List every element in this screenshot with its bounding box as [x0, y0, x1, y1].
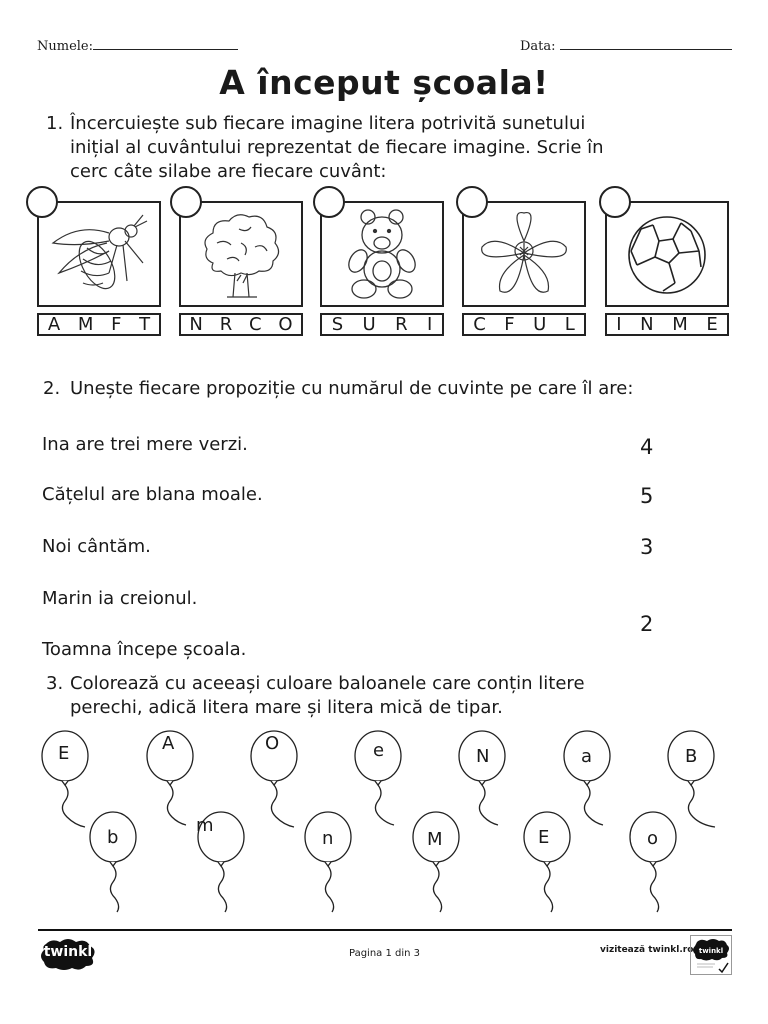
letter-option[interactable]: R — [219, 314, 233, 335]
twinkl-logo[interactable] — [38, 936, 98, 976]
balloon-letter: e — [373, 740, 385, 761]
syllable-circle[interactable] — [26, 186, 58, 218]
balloon[interactable] — [413, 812, 459, 912]
sentence-item[interactable]: Ina are trei mere verzi. — [42, 434, 248, 455]
q1-text-line: inițial al cuvântului reprezentat de fiecare imagine. Scrie în — [70, 137, 604, 158]
flower-icon — [464, 203, 584, 305]
balloon[interactable] — [305, 812, 351, 912]
page-number: Pagina 1 din 3 — [349, 948, 421, 959]
letter-row-tree — [179, 313, 303, 336]
word-count-number[interactable]: 3 — [640, 535, 654, 559]
letter-row-teddy — [320, 313, 444, 336]
tree-icon — [181, 203, 301, 305]
date-label: Data: — [520, 39, 556, 54]
q3-text-line: perechi, adică litera mare și litera mică de tipar. — [70, 697, 503, 718]
sentence-item[interactable]: Marin ia creionul. — [42, 588, 198, 609]
letter-option[interactable]: U — [533, 314, 547, 335]
q1-text-line: Încercuiește sub fiecare imagine litera potrivită sunetului — [70, 113, 586, 134]
letter-option[interactable]: R — [395, 314, 408, 335]
letter-option[interactable]: N — [640, 314, 654, 335]
sentence-item[interactable]: Cățelul are blana moale. — [42, 484, 263, 505]
letter-row-ball — [605, 313, 729, 336]
twinkl-logo-text: twinkl — [43, 944, 93, 960]
letter-row-bee — [37, 313, 161, 336]
date-line[interactable] — [560, 38, 732, 50]
letter-option[interactable]: U — [362, 314, 376, 335]
balloon[interactable] — [630, 812, 676, 912]
date-field — [520, 38, 732, 54]
balloon-letter: O — [265, 733, 280, 754]
footer-divider — [38, 929, 732, 931]
q3-number: 3. — [46, 673, 64, 694]
picture-box-bee — [37, 201, 161, 307]
letter-option[interactable]: M — [672, 314, 688, 335]
letter-option[interactable]: L — [564, 314, 575, 335]
letter-row-flower — [462, 313, 586, 336]
letter-option[interactable]: F — [111, 314, 122, 335]
balloon-letter: m — [196, 815, 214, 836]
balloon-letter: E — [58, 743, 70, 764]
word-count-number[interactable]: 5 — [640, 484, 654, 508]
q1-text-line: cerc câte silabe are fiecare cuvânt: — [70, 161, 387, 182]
q1-number: 1. — [46, 113, 64, 134]
twinkl-badge — [690, 935, 732, 975]
letter-option[interactable]: A — [47, 314, 61, 335]
q2-text: Unește fiecare propoziție cu numărul de cuvinte pe care îl are: — [70, 378, 634, 399]
q2-number: 2. — [43, 378, 61, 399]
picture-box-flower — [462, 201, 586, 307]
sentence-item[interactable]: Noi cântăm. — [42, 536, 151, 557]
letter-option[interactable]: E — [706, 314, 718, 335]
twinkl-badge-icon — [691, 936, 731, 974]
picture-box-ball — [605, 201, 729, 307]
syllable-circle[interactable] — [599, 186, 631, 218]
letter-option[interactable]: I — [616, 314, 622, 335]
letter-option[interactable]: N — [189, 314, 203, 335]
name-label: Numele: — [37, 39, 93, 54]
letter-option[interactable]: O — [278, 314, 293, 335]
letter-option[interactable]: C — [473, 314, 486, 335]
picture-box-teddy — [320, 201, 444, 307]
balloon-letter: a — [581, 746, 593, 767]
syllable-circle[interactable] — [456, 186, 488, 218]
letter-option[interactable]: S — [331, 314, 344, 335]
word-count-number[interactable]: 2 — [640, 612, 654, 636]
balloon-letter: b — [107, 827, 119, 848]
balloon-letter: N — [476, 746, 490, 767]
letter-option[interactable]: I — [426, 314, 433, 335]
balloon-letter: B — [685, 746, 698, 767]
q3-text-line: Colorează cu aceeași culoare baloanele care conțin litere — [70, 673, 585, 694]
bee-icon — [39, 203, 159, 305]
svg-text:twinkl: twinkl — [698, 947, 724, 955]
letter-option[interactable]: C — [249, 314, 262, 335]
syllable-circle[interactable] — [170, 186, 202, 218]
q1-text — [70, 112, 750, 184]
q3-text — [70, 672, 585, 720]
picture-box-tree — [179, 201, 303, 307]
name-field — [37, 38, 238, 54]
visit-link[interactable]: vizitează twinkl.ro — [600, 945, 694, 955]
letter-option[interactable]: M — [77, 314, 94, 335]
balloon-letter: E — [538, 827, 550, 848]
name-line[interactable] — [93, 38, 238, 50]
teddy-bear-icon — [322, 203, 442, 305]
balloon-letter: A — [162, 733, 175, 754]
page-title: A început școala! — [219, 63, 549, 102]
sentence-item[interactable]: Toamna începe școala. — [42, 639, 247, 660]
balloon-letter: o — [647, 828, 659, 849]
balloon-letter: M — [427, 829, 443, 850]
letter-option[interactable]: T — [139, 314, 151, 335]
letter-option[interactable]: F — [504, 314, 515, 335]
syllable-circle[interactable] — [313, 186, 345, 218]
ball-icon — [607, 203, 727, 305]
word-count-number[interactable]: 4 — [640, 435, 654, 459]
balloon-letter: n — [322, 828, 334, 849]
